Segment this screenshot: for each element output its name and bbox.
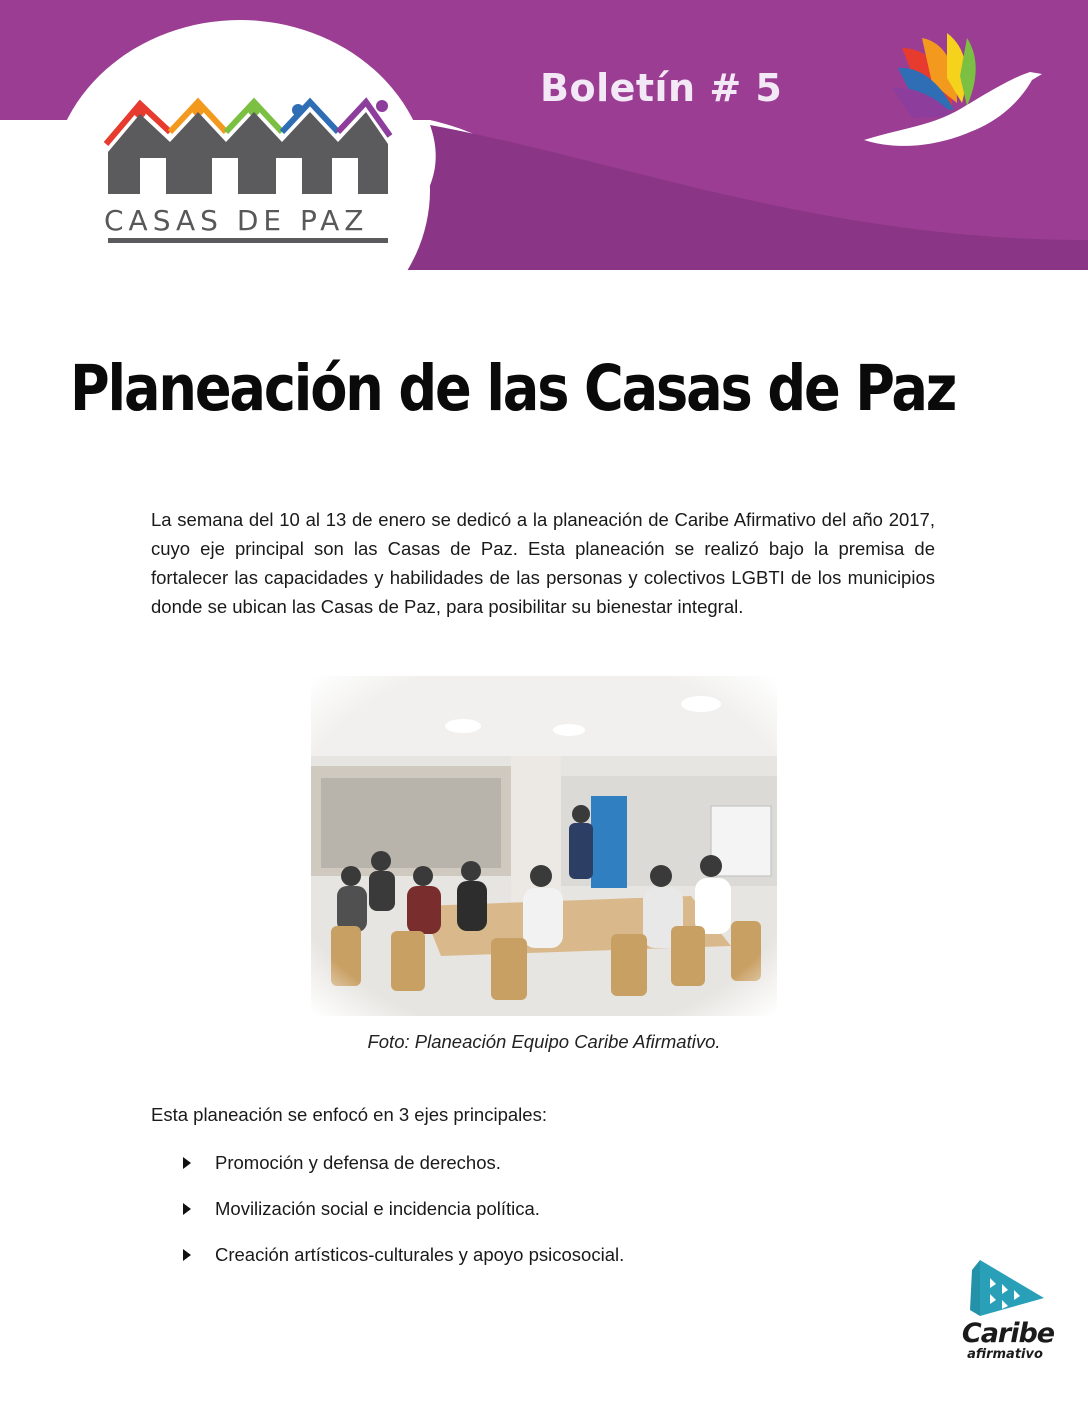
- photo-caption: Foto: Planeación Equipo Caribe Afirmativo.: [367, 1031, 721, 1052]
- triangle-bullet-icon: [182, 1157, 192, 1169]
- intro-paragraph: La semana del 10 al 13 de enero se dedicó a la planeación de Caribe Afirmativo del año 2017, cuyo eje principal son las Casas de Paz. Esta planeación se realizó bajo la premisa de fortalecer las capacidades y habilidades de las personas y colectivos LGBTI de los municipios donde se ubican las Casas de Paz, para posibilitar su bienestar integral.: [151, 509, 935, 617]
- triangle-bullet-icon: [182, 1249, 192, 1261]
- afirmativo-wordmark: afirmativo: [967, 1347, 1043, 1362]
- header-banner: [0, 0, 1088, 280]
- dove-icon: [862, 28, 1052, 158]
- meeting-photo: [311, 676, 777, 1016]
- triangle-bullet-icon: [182, 1203, 192, 1215]
- list-item-text: Movilización social e incidencia política.: [215, 1197, 540, 1219]
- list-item-text: Creación artísticos-culturales y apoyo psicosocial.: [215, 1243, 625, 1265]
- axes-intro: Esta planeación se enfocó en 3 ejes principales:: [151, 1104, 547, 1125]
- list-item-text: Promoción y defensa de derechos.: [215, 1151, 501, 1173]
- caribe-triangle-icon: [960, 1254, 1056, 1318]
- list-item: [182, 1150, 624, 1175]
- list-item: [182, 1242, 624, 1267]
- caribe-afirmativo-logo: [960, 1254, 1056, 1364]
- bulletin-number: Boletín # 5: [540, 66, 783, 110]
- list-item: [182, 1196, 624, 1221]
- caribe-wordmark: Caribe: [961, 1318, 1055, 1349]
- axes-list: [182, 1150, 624, 1288]
- article-title: Planeación de las Casas de Paz: [70, 352, 956, 425]
- logo-text: CASAS DE PAZ: [104, 204, 369, 237]
